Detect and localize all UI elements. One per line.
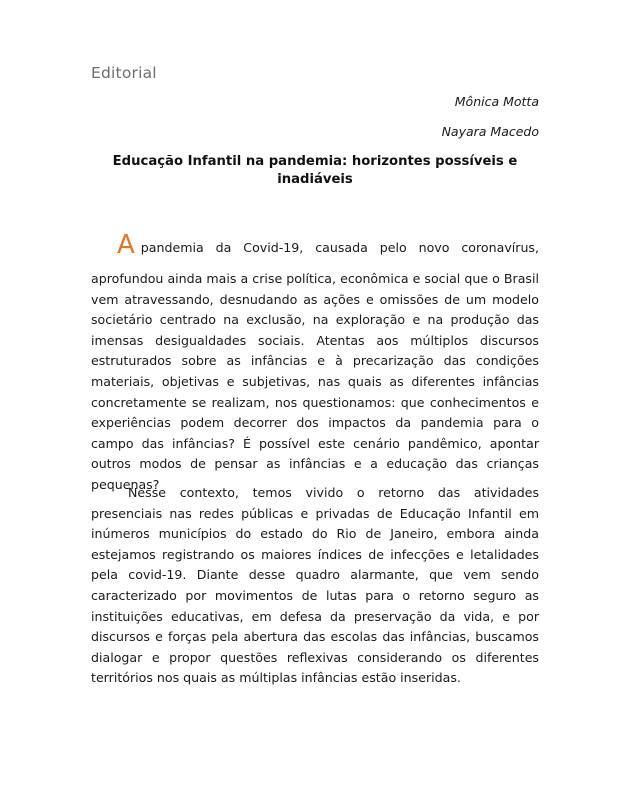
- first-line-text: pandemia da Covid-19, causada pelo novo coronavírus,: [140, 240, 539, 255]
- paragraph-1-text: aprofundou ainda mais a crise política, econômica e social que o Brasil vem atravessando, desnudando as ações e omissões de um modelo societário centrado na exclusão, na exploração e na produção das imensas desigualdades sociais. Atentas aos múltiplos discursos estruturados sobre as infâncias e à precarização das condições materiais, objetivas e subjetivas, nas quais as diferentes infâncias concretamente se realizam, nos questionamos: que conhecimentos e experiências podem decorrer dos impactos da pandemia para o campo das infâncias? É possível este cenário pandêmico, apontar outros modos de pensar as infâncias e a educação das crianças pequenas?: [91, 271, 539, 492]
- author-name: Nayara Macedo: [441, 124, 539, 139]
- author-name: Mônica Motta: [454, 94, 539, 109]
- section-label: Editorial: [91, 64, 157, 82]
- paragraph-1: [91, 232, 539, 496]
- first-line: [91, 232, 539, 261]
- paragraph-2: Nesse contexto, temos vivido o retorno das atividades presenciais nas redes públicas e privadas de Educação Infantil em inúmeros municípios do estado do Rio de Janeiro, embora ainda estejamos registrando os maiores índices de infecções e letalidades pela covid-19. Diante desse quadro alarmante, que vem sendo caracterizado por movimentos de lutas para o retorno seguro as instituições educativas, em defesa da preservação da vida, e por discursos e forças pela abertura das escolas das infâncias, buscamos dialogar e propor questões reflexivas considerando os diferentes territórios nos quais as múltiplas infâncias estão inseridas.: [91, 485, 539, 686]
- article-title: Educação Infantil na pandemia: horizontes possíveis e inadiáveis: [112, 154, 518, 187]
- drop-cap: A: [117, 230, 135, 260]
